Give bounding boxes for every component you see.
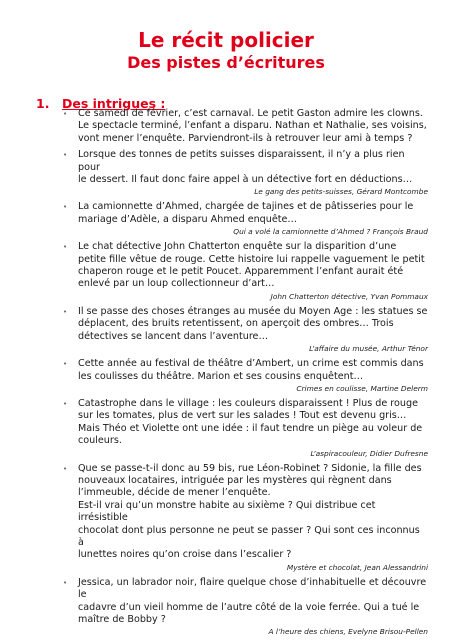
item-line: Lorsque des tonnes de petits suisses disparaissent, il n’y a plus rien pour: [78, 149, 405, 173]
page-title: Le récit policier: [138, 28, 314, 52]
item-source: Mystère et chocolat, Jean Alessandrini: [286, 562, 428, 572]
item-line: vont mener l’enquête. Parviendront-ils à retrouver leur ami à temps ?: [78, 132, 413, 144]
item-line: maître de Bobby ?: [78, 614, 166, 625]
item-text: [78, 149, 428, 186]
item-source: L’affaire du musée, Arthur Ténor: [309, 344, 428, 354]
item-text: [78, 241, 428, 291]
list-item: [62, 463, 428, 573]
item-line: le dessert. Il faut donc faire appel à un détective fort en déductions…: [78, 174, 413, 186]
item-line: déplacent, des bruits retentissent, on aperçoit des ombres… Trois: [78, 318, 394, 330]
item-source: John Chatterton détective, Yvan Pommaux: [270, 291, 428, 301]
bullet-icon: •: [63, 464, 68, 473]
item-line: détectives se lancent dans l’aventure…: [78, 330, 269, 342]
list-item: [62, 398, 428, 459]
item-line: l’immeuble, décide de mener l’enquête.: [78, 487, 271, 499]
item-text: [78, 306, 428, 343]
item-text: [78, 398, 428, 448]
item-source: L’aspiracouleur, Didier Dufresne: [310, 448, 428, 458]
item-text: [78, 577, 428, 627]
list-item: [62, 306, 428, 354]
item-line: cadavre d’un vieil homme de l’autre côté de la voie ferrée. Qui a tué le: [78, 601, 420, 613]
bullet-icon: •: [63, 578, 68, 587]
item-line: petite fille vêtue de rouge. Cette histoire lui rappelle vaguement le petit: [78, 253, 425, 265]
list-item: [62, 358, 428, 394]
item-text: [78, 108, 428, 145]
item-line: Catastrophe dans le village : les couleurs disparaissent ! Plus de rouge: [78, 397, 418, 409]
bullet-icon: •: [63, 203, 68, 212]
item-text: [78, 201, 428, 226]
item-source: Le gang des petits-suisses, Gérard Montcombe: [254, 187, 428, 197]
item-line: mariage d’Adèle, a disparu Ahmed enquête…: [78, 213, 298, 225]
item-line: Le chat détective John Chatterton enquête sur la disparition d’une: [78, 241, 397, 253]
item-line: Cette année au festival de théâtre d’Ambert, un crime est commis dans: [78, 358, 424, 370]
item-line: Ce samedi de février, c’est carnaval. Le petit Gaston admire les clowns.: [78, 108, 423, 119]
page-subtitle: Des pistes d’écritures: [127, 53, 325, 72]
list-item: [62, 241, 428, 302]
intrigue-list: [62, 108, 428, 641]
bullet-icon: •: [63, 151, 68, 160]
item-source: Qui a volé la camionnette d’Ahmed ? François Braud: [233, 227, 428, 237]
bullet-icon: •: [63, 243, 68, 252]
item-line: enlevé par un loup collectionneur d’art…: [78, 278, 275, 290]
item-text: [78, 463, 428, 562]
item-source: A l’heure des chiens, Evelyne Brisou-Pellen: [268, 627, 428, 637]
bullet-icon: •: [63, 360, 68, 369]
item-line: couleurs.: [78, 435, 122, 447]
item-line: lunettes noires qu’on croise dans l’escalier ?: [78, 549, 292, 561]
item-source: Crimes en coulisse, Martine Delerm: [296, 383, 428, 393]
item-line: Il se passe des choses étranges au musée du Moyen Age : les statues se: [78, 305, 428, 317]
item-line: Mais Théo et Violette ont une idée : il faut tendre un piège au voleur de: [78, 422, 423, 434]
item-line: Est-il vrai qu’un monstre habite au sixième ? Qui distribue cet irrésistible: [78, 499, 376, 524]
item-line: Le spectacle terminé, l’enfant a disparu. Nathan et Nathalie, ses voisins,: [78, 120, 427, 132]
item-line: Que se passe-t-il donc au 59 bis, rue Léon-Robinet ? Sidonie, la fille des: [78, 462, 422, 474]
list-item: [62, 201, 428, 237]
item-line: chaperon rouge et le petit Poucet. Apparemment l’enfant aurait été: [78, 266, 404, 278]
bullet-icon: •: [63, 110, 68, 118]
item-text: [78, 358, 428, 383]
section-label: Des intrigues :: [62, 96, 166, 111]
section-number: 1.: [36, 96, 50, 111]
item-line: nouveaux locataires, intriguée par les mystères qui règnent dans: [78, 474, 392, 486]
list-item: [62, 108, 428, 145]
item-line: les coulisses du théâtre. Marion et ses cousins enquêtent…: [78, 370, 364, 382]
bullet-icon: •: [63, 399, 68, 408]
item-line: sur les tomates, plus de vert sur les salades ! Tout est devenu gris…: [78, 410, 407, 422]
list-item: [62, 149, 428, 197]
item-line: chocolat dont plus personne ne peut se passer ? Qui sont ces inconnus à: [78, 524, 420, 548]
list-item: [62, 577, 428, 638]
item-line: Jessica, un labrador noir, flaire quelque chose d’inhabituelle et découvre le: [78, 576, 427, 601]
bullet-icon: •: [63, 307, 68, 316]
item-line: La camionnette d’Ahmed, chargée de tajines et de pâtisseries pour le: [78, 201, 414, 213]
